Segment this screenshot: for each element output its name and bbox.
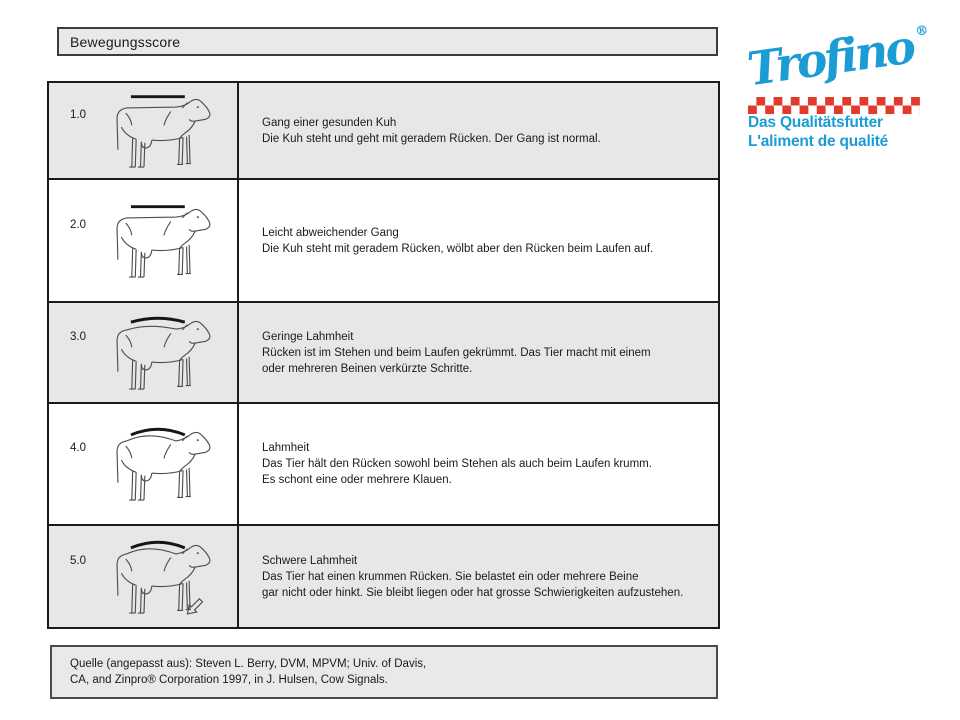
score-label: 4.0	[70, 442, 86, 454]
description-cell	[239, 180, 718, 301]
desc-line: Die Kuh steht und geht mit geradem Rücken. Der Gang ist normal.	[262, 132, 601, 145]
cow-figure	[96, 421, 218, 507]
table-row	[49, 83, 718, 178]
brand-script	[744, 18, 929, 96]
row-title: Schwere Lahmheit	[262, 554, 358, 567]
score-table	[47, 81, 720, 629]
row-title: Geringe Lahmheit	[262, 330, 354, 343]
row-desc	[262, 241, 708, 257]
table-row	[49, 524, 718, 627]
cow-figure	[96, 198, 218, 284]
description-cell	[239, 83, 718, 178]
table-row	[49, 402, 718, 524]
description-cell	[239, 404, 718, 524]
cow-figure	[96, 88, 218, 174]
description-cell	[239, 526, 718, 627]
source-line: CA, and Zinpro® Corporation 1997, in J. Hulsen, Cow Signals.	[70, 674, 388, 686]
row-desc	[262, 131, 708, 147]
desc-line: gar nicht oder hinkt. Sie bleibt liegen oder hat grosse Schwierigkeiten aufzustehen.	[262, 586, 684, 599]
desc-line: Das Tier hält den Rücken sowohl beim Stehen als auch beim Laufen krumm.	[262, 458, 652, 470]
score-cell	[49, 180, 239, 301]
score-label: 2.0	[70, 218, 86, 231]
row-desc	[262, 569, 708, 601]
page-title: Bewegungsscore	[70, 33, 181, 50]
score-cell	[49, 303, 239, 402]
table-row	[49, 178, 718, 301]
score-label: 3.0	[70, 330, 86, 343]
desc-line: Rücken ist im Stehen und beim Laufen gekrümmt. Das Tier macht mit einem	[262, 346, 651, 359]
desc-line: oder mehreren Beinen verkürzte Schritte.	[262, 362, 473, 375]
score-label: 5.0	[70, 554, 86, 567]
description-cell	[239, 303, 718, 402]
tagline-german: Das Qualitätsfutter	[748, 114, 883, 131]
checkerboard-band	[748, 97, 920, 114]
desc-line: Das Tier hat einen krummen Rücken. Sie belastet ein oder mehrere Beine	[262, 570, 639, 583]
source-line: Quelle (angepasst aus): Steven L. Berry, DVM, MPVM; Univ. of Davis,	[70, 658, 427, 670]
desc-line: Die Kuh steht mit geradem Rücken, wölbt aber den Rücken beim Laufen auf.	[262, 242, 654, 255]
tagline-french: L'aliment de qualité	[748, 133, 889, 150]
logo-taglines	[748, 113, 888, 151]
row-title: Lahmheit	[262, 442, 310, 454]
row-desc	[262, 345, 708, 377]
row-title: Leicht abweichender Gang	[262, 226, 399, 239]
cow-figure	[96, 534, 218, 620]
page-title-box	[57, 27, 718, 56]
score-label: 1.0	[70, 108, 86, 121]
score-cell	[49, 83, 239, 178]
source-box	[50, 645, 718, 699]
row-desc	[262, 456, 708, 488]
score-cell	[49, 526, 239, 627]
table-row	[49, 301, 718, 402]
registered-trademark-icon: ®	[914, 23, 930, 40]
brand-name: Trofino	[744, 19, 917, 97]
row-title: Gang einer gesunden Kuh	[262, 116, 397, 129]
trofino-logo	[745, 14, 931, 164]
desc-line: Es schont eine oder mehrere Klauen.	[262, 474, 452, 486]
cow-figure	[96, 310, 218, 396]
score-cell	[49, 404, 239, 524]
